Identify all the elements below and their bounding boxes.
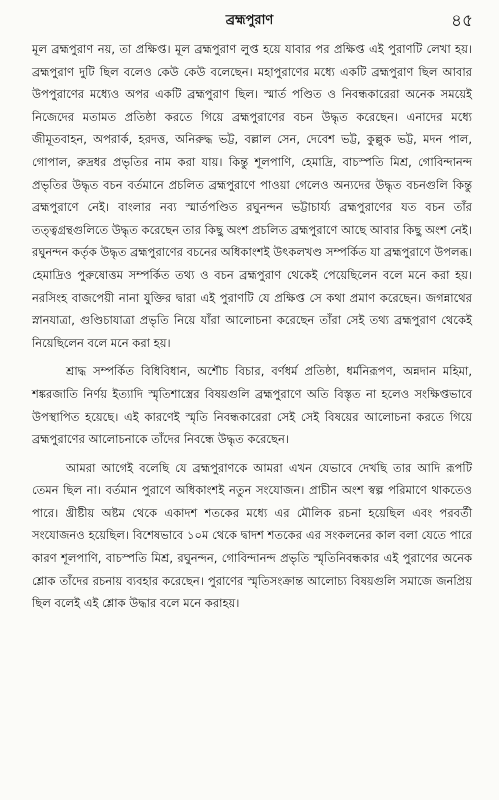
body-text <box>32 38 472 621</box>
page-number: ৪৫ <box>450 11 473 31</box>
page-header <box>0 0 499 40</box>
paragraph-2: শ্রাদ্ধ সম্পর্কিত বিধিবিধান, অশৌচ বিচার, বর্ণধর্ম প্রতিষ্ঠা, ধর্মনিরূপণ, অন্নদান মহিমা, শঙ্করজাতি নির্ণয় ইত্যাদি স্মৃতিশাস্ত্রের বিষয়গুলি ব্রহ্মপুরাণে অতি বিস্তৃত না হলেও সংক্ষিপ্তভাবে উপস্থাপিত হয়েছে। এই কারণেই স্মৃতি নিবন্ধকারেরা সেই সেই বিষয়ের আলোচনা করতে গিয়ে ব্রহ্মপুরাণের আলোচনাকে তাঁদের নিবন্ধে উদ্ধৃত করেছেন। <box>32 364 472 447</box>
paragraph-1: মূল ব্রহ্মপুরাণ নয়, তা প্রক্ষিপ্ত। মূল ব্রহ্মপুরাণ লুপ্ত হয়ে যাবার পর প্রক্ষিপ্ত এই পুরাণটি লেখা হয়। ব্রহ্মপুরাণ দুটি ছিল বলেও কেউ কেউ বলেছেন। মহাপুরাণের মধ্যে একটি ব্রহ্মপুরাণ ছিল আবার উপপুরাণের মধ্যেও অপর একটি ব্রহ্মপুরাণ ছিল। স্মার্ত পণ্ডিত ও নিবন্ধকারেরা অনেক সময়েই নিজেদের মতামত প্রতিষ্ঠা করতে গিয়ে ব্রহ্মপুরাণের বচন উদ্ধৃত করেছেন। এনাদের মধ্যে জীমূতবাহন, অপরার্ক, হরদত্ত, অনিরুদ্ধ ভট্ট, বল্লাল সেন, দেবেশ ভট্ট, কুল্লুক ভট্ট, মদন পাল, গোপাল, রুদ্রধর প্রভৃতির নাম করা যায়। কিন্তু শূলপাণি, হেমাদ্রি, বাচস্পতি মিশ্র, গোবিন্দানন্দ প্রভৃতির উদ্ধৃত বচন বর্তমানে প্রচলিত ব্রহ্মপুরাণে পাওয়া গেলেও অন্যদের উদ্ধৃত বচনগুলি কিন্তু ব্রহ্মপুরাণে নেই। বাংলার নব্য স্মার্তপণ্ডিত রঘুনন্দন ভট্টাচার্য্য ব্রহ্মপুরাণের যত বচন তাঁর তত্ত্বগ্রন্থগুলিতে উদ্ধৃত করেছেন তার কিছু অংশ প্রচলিত ব্রহ্মপুরাণে আছে আবার কিছু অংশ নেই। রঘুনন্দন কর্তৃক উদ্ধৃত ব্রহ্মপুরাণের বচনের অধিকাংশই উৎকলখণ্ড সম্পর্কিত যা ব্রহ্মপুরাণে উপলব্ধ। হেমাদ্রিও পুরুষোত্তম সম্পর্কিত তথ্য ও বচন ব্রহ্মপুরাণ থেকেই পেয়েছিলেন বলে মনে করা হয়। নরসিংহ বাজপেয়ী নানা যুক্তির দ্বারা এই পুরাণটি যে প্রক্ষিপ্ত সে কথা প্রমাণ করেছেন। জগন্নাথের স্নানযাত্রা, গুণ্ডিচাযাত্রা প্রভৃতি নিয়ে যাঁরা আলোচনা করেছেন তাঁরা সেই তথ্য ব্রহ্মপুরাণ থেকেই নিয়েছিলেন বলে মনে করা হয়। <box>32 42 472 350</box>
paragraph-3: আমরা আগেই বলেছি যে ব্রহ্মপুরাণকে আমরা এখন যেভাবে দেখছি তার আদি রূপটি তেমন ছিল না। বর্তমান পুরাণে অধিকাংশই নতুন সংযোজন। প্রাচীন অংশ স্বল্প পরিমাণে থাকতেও পারে। খ্রীষ্টীয় অষ্টম থেকে একাদশ শতকের মধ্যে এর মৌলিক রচনা হয়েছিল এবং পরবর্তী সংযোজনও হয়েছিল। বিশেষভাবে ১০ম থেকে দ্বাদশ শতকের এর সংকলনের কাল বলা যেতে পারে কারণ শূলপাণি, বাচস্পতি মিশ্র, রঘুনন্দন, গোবিন্দানন্দ প্রভৃতি স্মৃতিনিবন্ধকার এই পুরাণের অনেক শ্লোক তাঁদের রচনায় ব্যবহার করেছেন। পুরাণের স্মৃতিসংক্রান্ত আলোচ্য বিষয়গুলি সমাজে জনপ্রিয় ছিল বলেই এই শ্লোক উদ্ধার বলে মনে করাহয়। <box>32 460 472 611</box>
running-title: ব্রহ্মপুরাণ <box>225 13 274 28</box>
